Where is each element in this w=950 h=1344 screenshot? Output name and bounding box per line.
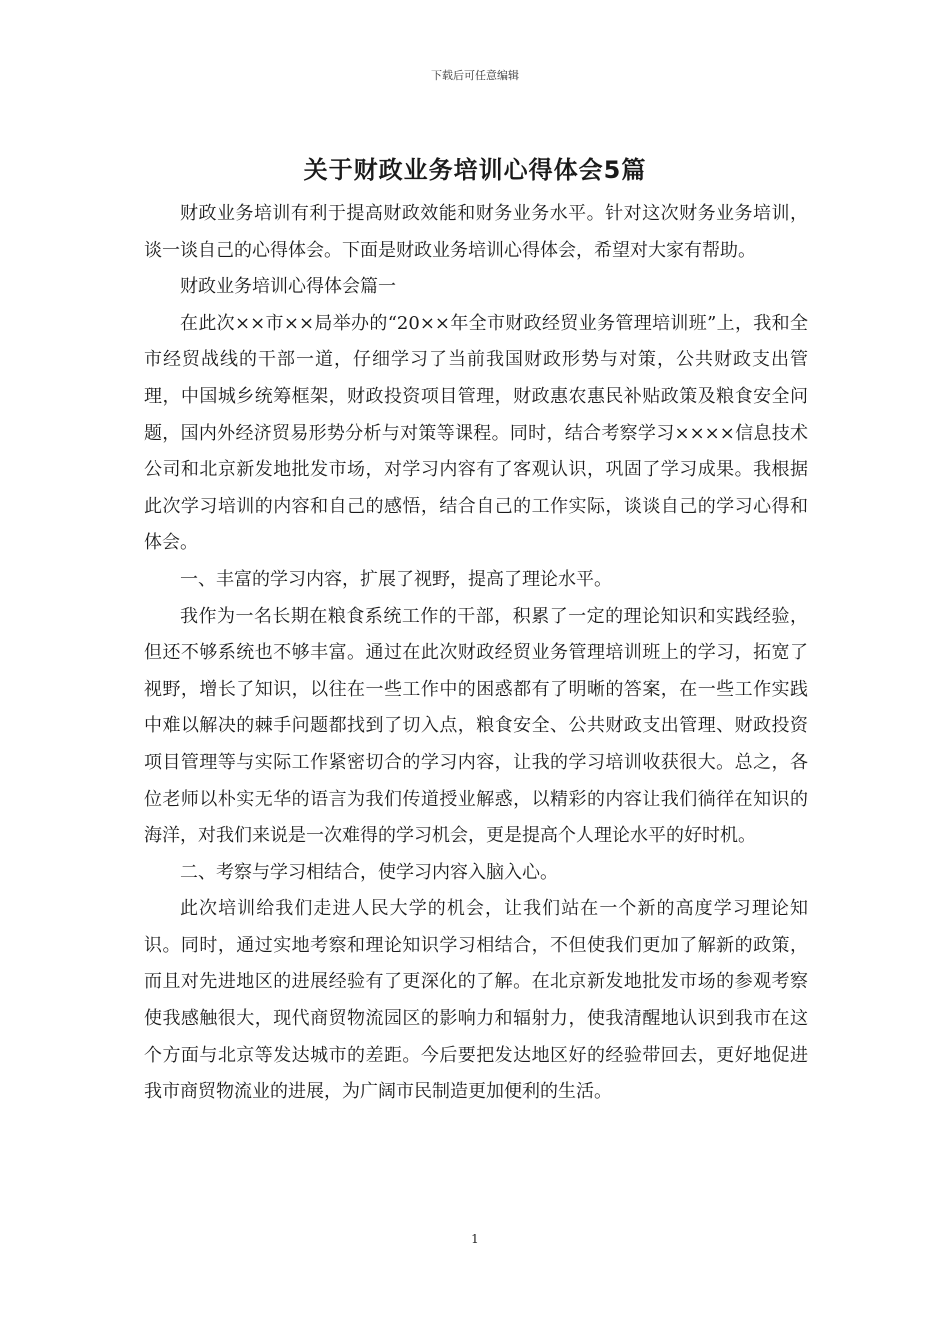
header-note: 下载后可任意编辑: [431, 69, 519, 82]
section-heading: 财政业务培训心得体会篇一: [180, 276, 396, 298]
document-body: [144, 196, 808, 1111]
point-heading: 一、丰富的学习内容，扩展了视野，提高了理论水平。: [180, 568, 612, 590]
point-heading: 二、考察与学习相结合，使学习内容入脑入心。: [180, 861, 558, 883]
document-title: 关于财政业务培训心得体会5篇: [303, 156, 647, 184]
intro-paragraph: 财政业务培训有利于提高财政效能和财务业务水平。针对这次财务业务培训，谈一谈自己的心得体会。下面是财政业务培训心得体会，希望对大家有帮助。: [144, 203, 808, 261]
body-paragraph: 我作为一名长期在粮食系统工作的干部，积累了一定的理论知识和实践经验，但还不够系统也不够丰富。通过在此次财政经贸业务管理培训班上的学习，拓宽了视野，增长了知识，以往在一些工作中的困惑都有了明晰的答案，在一些工作实践中难以解决的棘手问题都找到了切入点，粮食安全、公共财政支出管理、财政投资项目管理等与实际工作紧密切合的学习内容，让我的学习培训收获很大。总之，各位老师以朴实无华的语言为我们传道授业解惑，以精彩的内容让我们徜徉在知识的海洋，对我们来说是一次难得的学习机会，更是提高个人理论水平的好时机。: [144, 605, 808, 847]
page-number: 1: [471, 1232, 479, 1246]
body-paragraph: 此次培训给我们走进人民大学的机会，让我们站在一个新的高度学习理论知识。同时，通过实地考察和理论知识学习相结合，不但使我们更加了解新的政策，而且对先进地区的进展经验有了更深化的了解。在北京新发地批发市场的参观考察使我感触很大，现代商贸物流园区的影响力和辐射力，使我清醒地认识到我市在这个方面与北京等发达城市的差距。今后要把发达地区好的经验带回去，更好地促进我市商贸物流业的进展，为广阔市民制造更加便利的生活。: [144, 898, 808, 1103]
body-paragraph: 在此次××市××局举办的“20××年全市财政经贸业务管理培训班”上，我和全市经贸战线的干部一道，仔细学习了当前我国财政形势与对策，公共财政支出管理，中国城乡统筹框架，财政投资项目管理，财政惠农惠民补贴政策及粮食安全问题，国内外经济贸易形势分析与对策等课程。同时，结合考察学习××××信息技术公司和北京新发地批发市场，对学习内容有了客观认识，巩固了学习成果。我根据此次学习培训的内容和自己的感悟，结合自己的工作实际，谈谈自己的学习心得和体会。: [144, 312, 808, 554]
